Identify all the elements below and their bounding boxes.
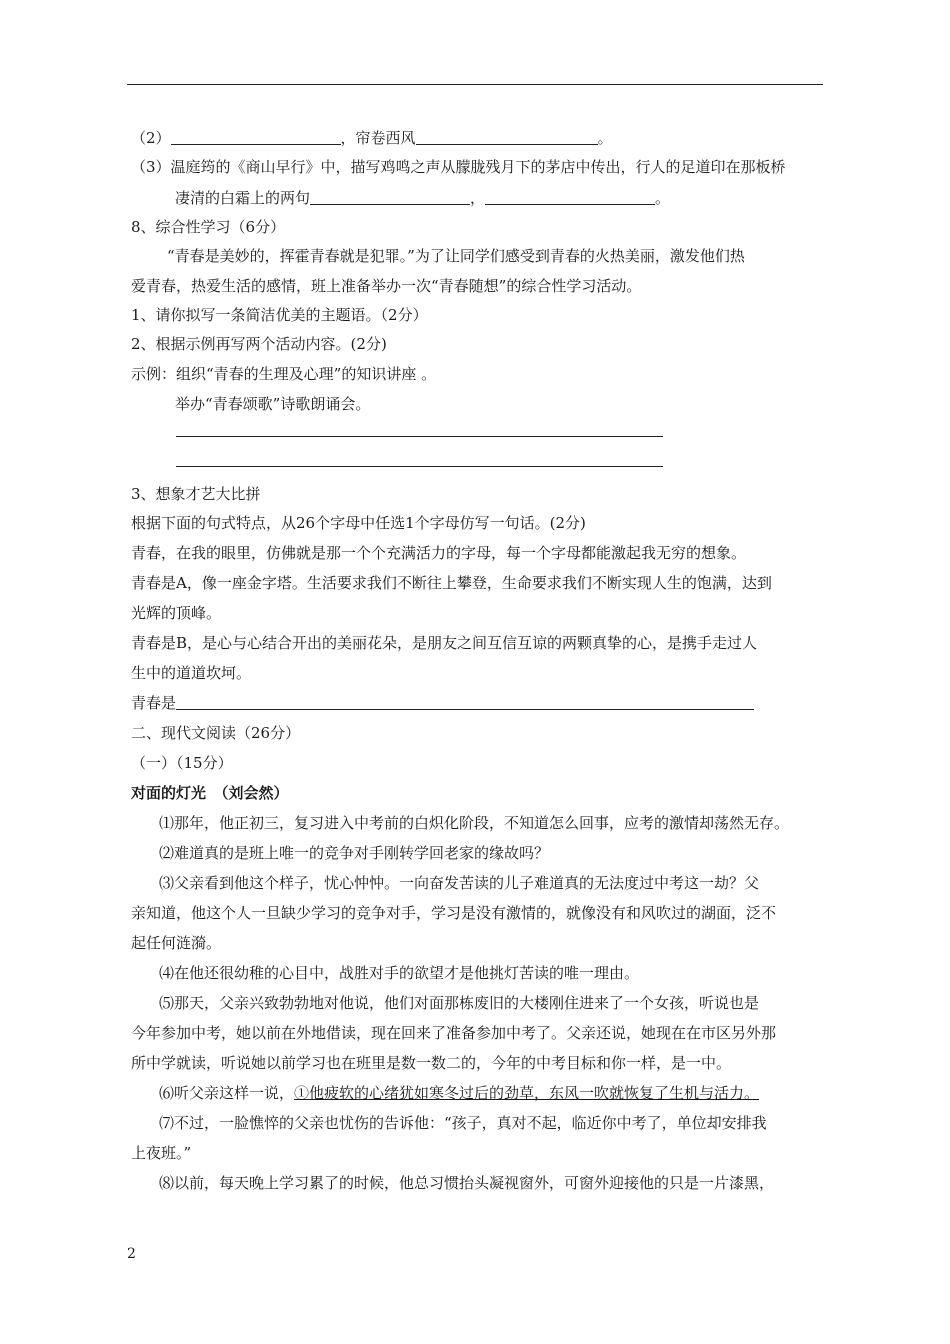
paragraph-line: 青春是B，是心与心结合开出的美丽花朵，是朋友之间互信互谅的两颗真挚的心，是携手走过人 [131, 634, 758, 652]
paragraph-line: 爱青春，热爱生活的感情，班上准备举办一次“青春随想”的综合性学习活动。 [131, 277, 642, 295]
task-2-text: 2、根据示例再写两个活动内容。(2分) [131, 335, 387, 353]
imitation-fill-line: 青春是 [131, 693, 754, 713]
paragraph-line: 上夜班。” [131, 1144, 192, 1162]
paragraph-line: ⑴那年，他正初三，复习进入中考前的白炽化阶段，不知道怎么回事，应考的激情却荡然无存。 [159, 814, 790, 832]
answer-blank[interactable] [416, 129, 598, 145]
answer-blank[interactable] [171, 129, 341, 145]
paragraph-line: ⑻以前，每天晚上学习累了的时候，他总习惯抬头凝视窗外，可窗外迎接他的只是一片漆黑， [159, 1174, 775, 1192]
paragraph-line: 亲知道，他这个人一旦缺少学习的竞争对手，学习是没有激情的，就像没有和风吹过的湖面，泛不 [131, 904, 777, 922]
page-number: 2 [127, 1246, 136, 1262]
paragraph-line: 青春是A，像一座金字塔。生活要求我们不断往上攀登，生命要求我们不断实现人生的饱满，达到 [131, 574, 772, 592]
header-rule [127, 84, 823, 85]
task-1-text: 1、请你拟写一条简洁优美的主题语。（2分） [131, 306, 428, 324]
example-line: 示例：组织“青春的生理及心理”的知识讲座 。 [131, 365, 437, 383]
paragraph-line: 光辉的顶峰。 [131, 604, 222, 622]
article-title: 对面的灯光 （刘会然） [131, 784, 289, 802]
paragraph-line: 生中的道道坎坷。 [131, 664, 252, 682]
paragraph-line: ⑹听父亲这样一说，①他疲软的心绪犹如寒冬过后的劲草，东风一吹就恢复了生机与活力。 [159, 1084, 760, 1102]
paragraph-line: 起任何涟漪。 [131, 934, 222, 952]
poem-fill-line-2: （2） ，帘卷西风 。 [131, 129, 613, 147]
task-3-instructions: 根据下面的句式特点，从26个字母中任选1个字母仿写一句话。(2分) [131, 514, 586, 532]
answer-blank[interactable] [485, 189, 655, 205]
paragraph-line: 青春，在我的眼里，仿佛就是那一个个充满活力的字母，每一个字母都能激起我无穷的想象。 [131, 544, 747, 562]
answer-line[interactable] [176, 436, 663, 437]
question-3-fill-line: 凄清的白霜上的两句 ， 。 [175, 189, 671, 207]
section-8-heading: 8、综合性学习（6分） [131, 218, 286, 236]
paragraph-line: ⑺不过，一脸憔悴的父亲也忧伤的告诉他：“孩子，真对不起，临近你中考了，单位却安排我 [159, 1114, 767, 1132]
paragraph-line: ⑷在他还很幼稚的心目中，战胜对手的欲望才是他挑灯苦读的唯一理由。 [159, 964, 640, 982]
answer-blank[interactable] [310, 189, 470, 205]
paragraph-line: 今年参加中考，她以前在外地借读，现在回来了准备参加中考了。父亲还说，她现在在市区另外那 [131, 1024, 777, 1042]
answer-blank[interactable] [176, 694, 754, 710]
subsection-heading: （一）（15分） [131, 754, 233, 772]
paragraph-line: 所中学就读，听说她以前学习也在班里是数一数二的，今年的中考目标和你一样，是一中。 [131, 1054, 732, 1072]
section-2-heading: 二、现代文阅读（26分） [131, 724, 301, 742]
task-3-heading: 3、想象才艺大比拼 [131, 485, 261, 503]
underlined-sentence: ①他疲软的心绪犹如寒冬过后的劲草，东风一吹就恢复了生机与活力。 [294, 1084, 760, 1102]
paragraph-line: ⑸那天，父亲兴致勃勃地对他说，他们对面那栋废旧的大楼刚住进来了一个女孩，听说也是 [159, 994, 760, 1012]
paragraph-line: ⑶父亲看到他这个样子，忧心忡忡。一向奋发苦读的儿子难道真的无法度过中考这一劫？父 [159, 874, 760, 892]
example-line: 举办“青春颂歌”诗歌朗诵会。 [175, 395, 371, 413]
answer-line[interactable] [176, 466, 663, 467]
question-3-text: （3）温庭筠的《商山早行》中，描写鸡鸣之声从朦胧残月下的茅店中传出，行人的足道印在那板桥 [131, 158, 786, 176]
paragraph-line: ⑵难道真的是班上唯一的竞争对手刚转学回老家的缘故吗？ [159, 844, 550, 862]
paragraph-line: “青春是美妙的，挥霍青春就是犯罪。”为了让同学们感受到青春的火热美丽，激发他们热 [167, 247, 745, 265]
